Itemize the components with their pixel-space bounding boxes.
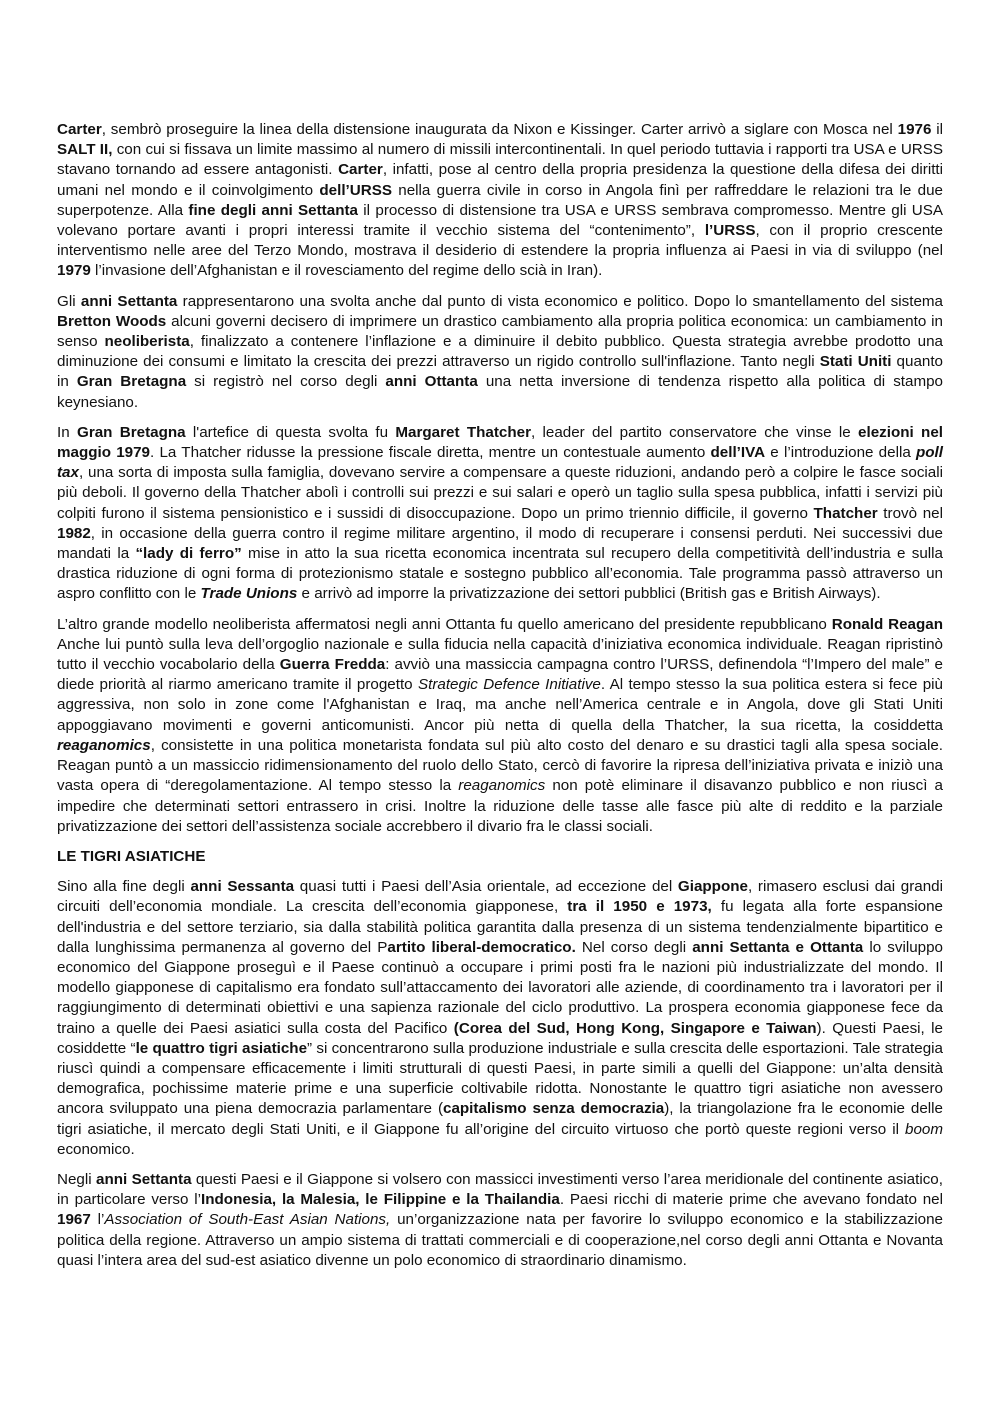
bold-text: Stati Uniti [819, 353, 892, 371]
text-run: un’organizzazione nata per favorire lo sviluppo economico e la stabilizzazione politica della regione. Attraverso un ampio sistema di trattati commerciali e di cooperazione,nel corso degli anni Ottanta e Novanta quasi l’intera area del sud-est asiatico divenne un polo economico di straordinario dinamismo. [57, 1211, 943, 1269]
text-run: trovò nel [877, 504, 943, 522]
text-run: , rimasero esclusi dai grandi circuiti dell’economia mondiale. La crescita dell’economia giapponese, [57, 878, 944, 916]
text-run: ” si concentrarono sulla produzione industriale e sulla crescita delle esportazioni. Tale strategia riuscì quindi a compensare efficacemente i limiti strutturali di questi Paesi, in parte simili a quelli del Giappone: un’alta densità demografica, pochissime materie prime e una superficie coltivabile ridotta. Nonostante le quattro tigri asiatiche non avessero ancora sviluppato una piena democrazia parlamentare ( [57, 1039, 943, 1118]
bold-text: SALT II, [57, 141, 113, 159]
bold-text: capitalismo senza democrazia [443, 1100, 665, 1118]
text-run: questi Paesi e il Giappone si volsero con massicci investimenti verso l’area meridionale del continente asiatico, in particolare verso l’ [57, 1170, 943, 1209]
bold-text: Guerra Fredda [279, 656, 386, 674]
bold-text: “lady di ferro” [135, 545, 242, 563]
bold-text: 1982 [57, 524, 91, 542]
bold-text: Carter [57, 121, 102, 138]
section-heading: LE TIGRI ASIATICHE [57, 847, 206, 865]
bold-text: Giappone [677, 878, 748, 896]
text-run: mise in atto la sua ricetta economica incentrata sul recupero della competitività dell’industria e sulla drastica riduzione di ogni forma di protezionismo statale e sostegno pubblico all’economia. Tale programma passò attraverso un aspro conflitto con le [57, 545, 944, 603]
bold-text: anni Sessanta [190, 878, 295, 896]
text-run: L’altro grande modello neoliberista affermatosi negli anni Ottanta fu quello americano del presidente repubblicano [57, 615, 832, 633]
italic-text: Association of South-East Asian Nations, [104, 1211, 391, 1229]
bold-text: anni Settanta e Ottanta [692, 938, 864, 956]
text-run: , finalizzato a contenere l’inflazione e a diminuire il debito pubblico. Questa strategia avrebbe prodotto una diminuzione dei consumi e limitato la crescita dei prezzi attraverso un rigido controllo sull'inflazione. Tanto negli [57, 333, 943, 371]
text-run: , leader del partito conservatore che vinse le [530, 423, 859, 441]
bold-text: le quattro tigri asiatiche [135, 1039, 308, 1057]
text-run: l’invasione dell’Afghanistan e il rovesciamento del regime dello scià in Iran). [90, 262, 603, 280]
text-run: con cui si fissava un limite massimo al numero di missili intercontinentali. In quel periodo tuttavia i rapporti tra USA e URSS stavano tornando ad essere antagonisti. [57, 141, 944, 179]
text-run: . Paesi ricchi di materie prime che avevano fondato nel [559, 1191, 943, 1209]
bold-text: Carter [338, 161, 383, 179]
text-run: una netta inversione di tendenza rispetto alla politica di stampo keynesiano. [57, 373, 944, 411]
text-run: Anche lui puntò sulla leva dell’orgoglio nazionale e sulla fiducia nella capacità d’iniziativa economica individuale. Reagan ripristinò tutto il vecchio vocabolario della [57, 635, 943, 674]
text-run: fu legata alla forte espansione dell'industria e del settore terziario, sia dalla stabilità politica garantita dalla presenza di un sistema tendenzialmente bipartitico e dalla lunghissima permanenza al governo del P [57, 898, 943, 956]
bold-text: 1979 [57, 262, 91, 280]
bold-text: (Corea del Sud, Hong Kong, Singapore e Taiwan [453, 1019, 817, 1037]
bold-text: dell’IVA [710, 444, 766, 462]
text-run: e l’introduzione della [765, 444, 916, 462]
text-run: , sembrò proseguire la linea della distensione inaugurata da Nixon e Kissinger. Carter arrivò a siglare con Mosca nel [101, 121, 898, 138]
text-run: In [57, 423, 77, 441]
body-paragraph [57, 615, 943, 837]
text-run: si registrò nel corso degli [186, 373, 386, 391]
bold-text: Gran Bretagna [77, 423, 186, 441]
body-paragraph [57, 120, 943, 282]
text-run: . Al tempo stesso la sua politica estera si fece più aggressiva, non solo in zone come l'Afghanistan e Iraq, ma anche nell’America centrale e in Angola, dove gli Stati Uniti appoggiavano movimenti e governi anticomunisti. Ancor più netta di quella della Thatcher, la sua ricetta, la cosiddetta [57, 676, 944, 734]
text-run: Nel corso degli [575, 938, 693, 956]
bold-text: 1967 [57, 1211, 91, 1229]
text-run: il [931, 121, 944, 138]
body-paragraph [57, 292, 943, 413]
bold-text: Ronald Reagan [831, 615, 943, 633]
italic-text: reaganomics [458, 777, 546, 795]
bold-text: fine degli anni Settanta [188, 201, 358, 219]
bold-italic-text: Trade Unions [200, 585, 298, 603]
text-run: , una sorta di imposta sulla famiglia, dovevano servire a compensare a queste riduzioni, andando però a colpire le fasce sociali più deboli. Il governo della Thatcher abolì i controlli sui prezzi e sui salari e operò un taglio sulla spesa pubblica, infatti i servizi più colpiti furono il sistema pensionistico e i sussidi di disoccupazione. Dopo un primo triennio difficile, il governo [57, 464, 943, 522]
text-run: nella guerra civile in corso in Angola finì per raffreddare le relazioni tra le due superpotenze. Alla [57, 181, 943, 219]
text-run: alcuni governi decisero di imprimere un drastico cambiamento alla propria politica economica: un cambiamento in senso [57, 312, 943, 351]
body-paragraph [57, 423, 943, 605]
text-run: , con il proprio crescente interventismo nelle aree del Terzo Mondo, mostrava il desiderio di estendere la propria influenza ai Paesi in via di sviluppo (nel [57, 222, 943, 260]
bold-text: Gran Bretagna [76, 373, 187, 391]
bold-text: anni Ottanta [385, 373, 478, 391]
bold-text: Bretton Woods [57, 312, 167, 330]
text-run: quanto in [57, 353, 944, 391]
text-run: Gli [57, 292, 81, 310]
bold-text: neoliberista [104, 333, 190, 351]
text-run: ), la triangolazione fra le economie delle tigri asiatiche, il mercato degli Stati Uniti, e il Giappone fu all’origine del circuito virtuoso che portò queste regioni verso il [57, 1100, 943, 1138]
body-paragraph [57, 1170, 943, 1271]
text-run: . La Thatcher ridusse la pressione fiscale diretta, mentre un contestuale aumento [150, 444, 711, 462]
bold-text: 1976 [897, 121, 932, 138]
text-run: Negli [57, 1170, 96, 1188]
text-run: economico. [57, 1140, 135, 1158]
bold-text: tra il 1950 e 1973, [567, 898, 712, 916]
text-run: , consistette in una politica monetarista fondata sul più alto costo del denaro e su drastici tagli alla spesa sociale. Reagan puntò a un massiccio ridimensionamento del ruolo dello Stato, cercò di favorire la ripresa dell’iniziativa privata e iniziò una vasta opera di “deregolamentazione. Al tempo stesso la [57, 736, 943, 795]
text-run: : avviò una massiccia campagna contro l’URSS, definendola “l’Impero del male” e diede priorità al riarmo americano tramite il progetto [57, 656, 943, 694]
text-run: il processo di distensione tra USA e URSS sembrava compromesso. Mentre gli USA volevano portare avanti i propri interessi tramite il vecchio sistema del “contenimento”, [57, 201, 944, 240]
text-run: ). Questi Paesi, le cosiddette “ [57, 1019, 943, 1057]
bold-text: l’URSS [704, 222, 756, 240]
text-run: l’ [90, 1211, 105, 1229]
bold-italic-text: reaganomics [57, 736, 151, 754]
bold-text: anni Settanta [96, 1170, 192, 1188]
text-run: quasi tutti i Paesi dell’Asia orientale, ad eccezione del [294, 878, 678, 896]
document-page [57, 120, 943, 1281]
bold-text: Indonesia, la Malesia, le Filippine e la Thailandia [201, 1191, 560, 1209]
bold-italic-text: poll tax [57, 444, 943, 482]
italic-text: Strategic Defence Initiative [417, 676, 601, 694]
text-run: , infatti, pose al centro della propria presidenza la questione della difesa dei diritti umani nel mondo e il coinvolgimento [57, 161, 944, 199]
text-run: rappresentarono una svolta anche dal punto di vista economico e politico. Dopo lo smantellamento del sistema [177, 292, 943, 310]
text-run: Sino alla fine degli [57, 878, 191, 896]
text-run: l'artefice di questa svolta fu [185, 423, 396, 441]
bold-text: Thatcher [813, 504, 878, 522]
body-paragraph [57, 877, 943, 1160]
italic-text: boom [905, 1120, 943, 1138]
bold-text: anni Settanta [80, 292, 178, 310]
text-run: , in occasione della guerra contro il regime militare argentino, il modo di recuperare i consensi perduti. Nei successivi due mandati la [57, 524, 943, 563]
text-run: lo sviluppo economico del Giappone proseguì e il Paese continuò a occupare i primi posti fra le nazioni più industrializzate del mondo. Il modello giapponese di capitalismo era fondato sull’attaccamento dei lavoratori alle aziende, di coordinamento tra i lavoratori per il raggiungimento di determinati obiettivi e una sapienza razionale del ciclo produttivo. La prospera economia giapponese fece da traino a quelle dei Paesi asiatici sulla costa del Pacifico [57, 938, 944, 1037]
text-run: non potè eliminare il disavanzo pubblico e non riuscì a impedire che determinati settori entrassero in crisi. Inoltre la riduzione delle tasse alle fasce più alte di reddito e la parziale privatizzazione dei settori dell’assistenza sociale accrebbero il divario fra le classi sociali. [57, 777, 943, 835]
bold-text: artito liberal-democratico. [387, 938, 576, 956]
bold-text: Margaret Thatcher [395, 423, 531, 441]
bold-text: dell’URSS [319, 181, 392, 199]
bold-text: elezioni nel maggio 1979 [57, 423, 943, 462]
text-run: e arrivò ad imporre la privatizzazione dei settori pubblici (British gas e British Airways). [297, 585, 881, 603]
